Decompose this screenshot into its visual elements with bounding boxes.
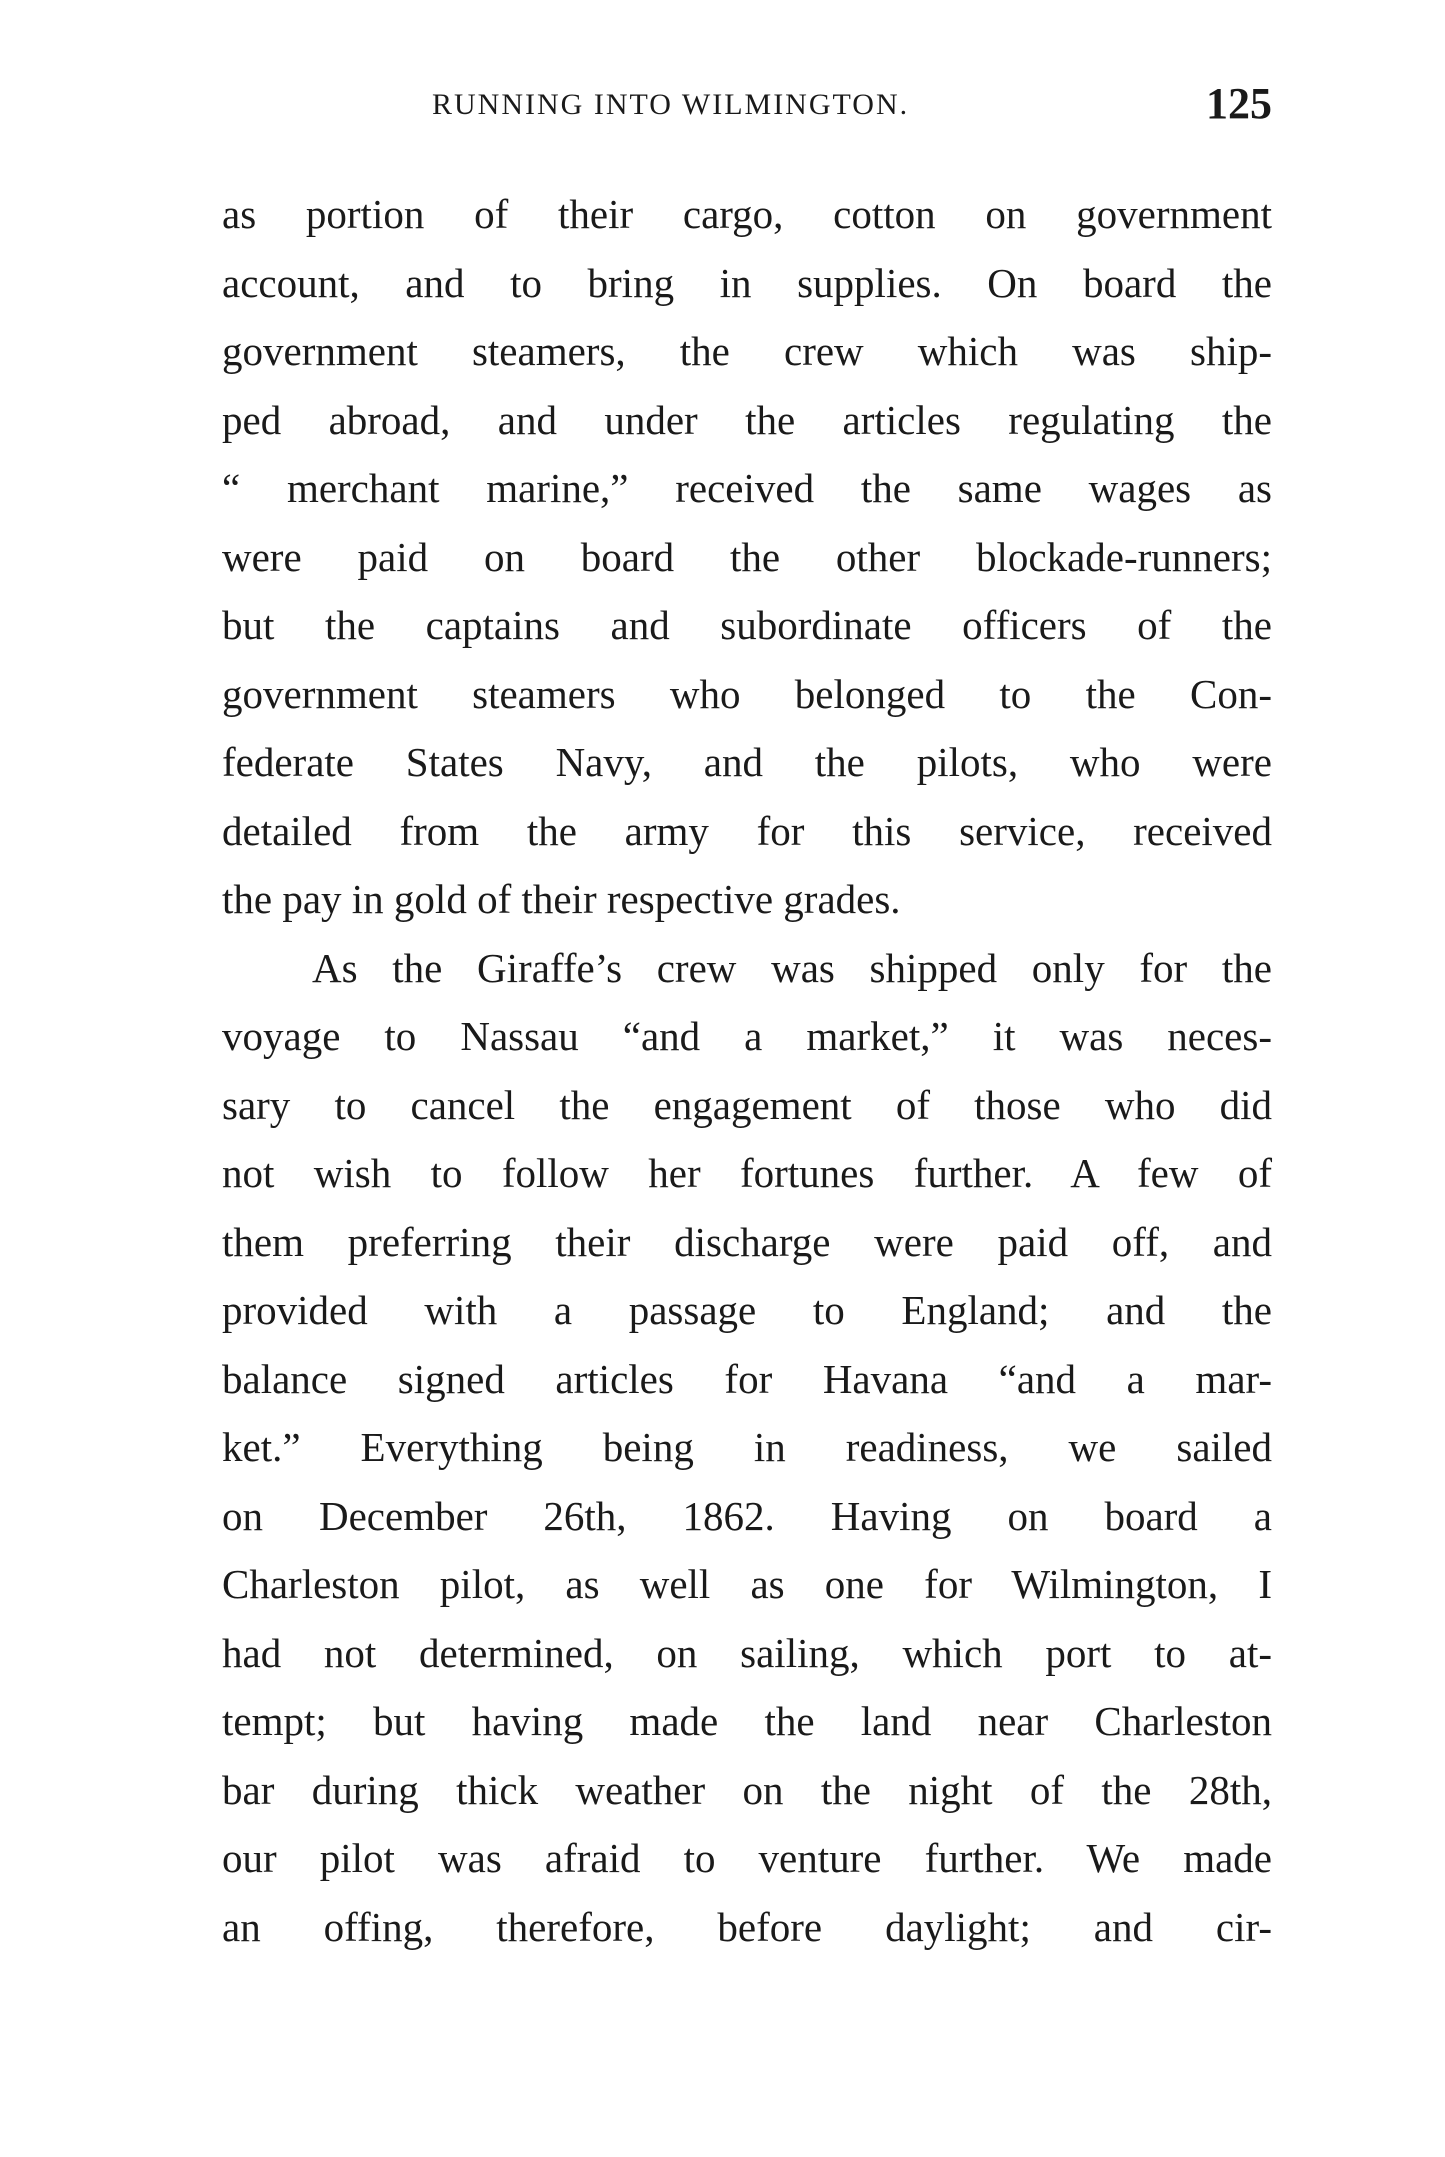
text-line: government steamers who belonged to the Con- (222, 670, 1272, 717)
paragraph-2 (222, 934, 1272, 1962)
text-line: federate States Navy, and the pilots, who were (222, 739, 1272, 785)
text-line: balance signed articles for Havana “and a mar- (222, 1355, 1272, 1402)
text-line: were paid on board the other blockade-runners; (222, 533, 1272, 580)
text-line: Charleston pilot, as well as one for Wilmington, I (222, 1561, 1272, 1607)
text-line: an offing, therefore, before daylight; and cir- (222, 1903, 1272, 1950)
text-line: sary to cancel the engagement of those who did (222, 1081, 1272, 1128)
text-line: voyage to Nassau “and a market,” it was neces- (222, 1013, 1272, 1059)
text-line: ket.” Everything being in readiness, we sailed (222, 1424, 1272, 1470)
text-line: ped abroad, and under the articles regulating the (222, 396, 1272, 443)
text-line: on December 26th, 1862. Having on board a (222, 1492, 1272, 1539)
text-line: account, and to bring in supplies. On board the (222, 259, 1272, 306)
text-line: provided with a passage to England; and the (222, 1287, 1272, 1333)
running-title: RUNNING INTO WILMINGTON. (432, 88, 910, 121)
text-line: them preferring their discharge were paid off, and (222, 1218, 1272, 1265)
text-line: as portion of their cargo, cotton on government (222, 191, 1272, 237)
text-line: “ merchant marine,” received the same wages as (222, 465, 1272, 511)
text-line: the pay in gold of their respective grades. (222, 876, 901, 922)
text-line: bar during thick weather on the night of the 28th, (222, 1766, 1272, 1813)
page-number: 125 (1206, 79, 1272, 128)
paragraph-1 (222, 180, 1272, 934)
text-line: tempt; but having made the land near Charleston (222, 1698, 1272, 1744)
body-text (222, 180, 1272, 1961)
text-line: but the captains and subordinate officers of the (222, 602, 1272, 648)
text-line: our pilot was afraid to venture further. We made (222, 1835, 1272, 1881)
text-line: had not determined, on sailing, which port to at- (222, 1629, 1272, 1676)
text-line: not wish to follow her fortunes further. A few of (222, 1150, 1272, 1196)
text-line: As the Giraffe’s crew was shipped only for the (312, 944, 1272, 991)
text-line: government steamers, the crew which was ship- (222, 328, 1272, 374)
page-header (222, 78, 1272, 138)
text-line: detailed from the army for this service, received (222, 807, 1272, 854)
